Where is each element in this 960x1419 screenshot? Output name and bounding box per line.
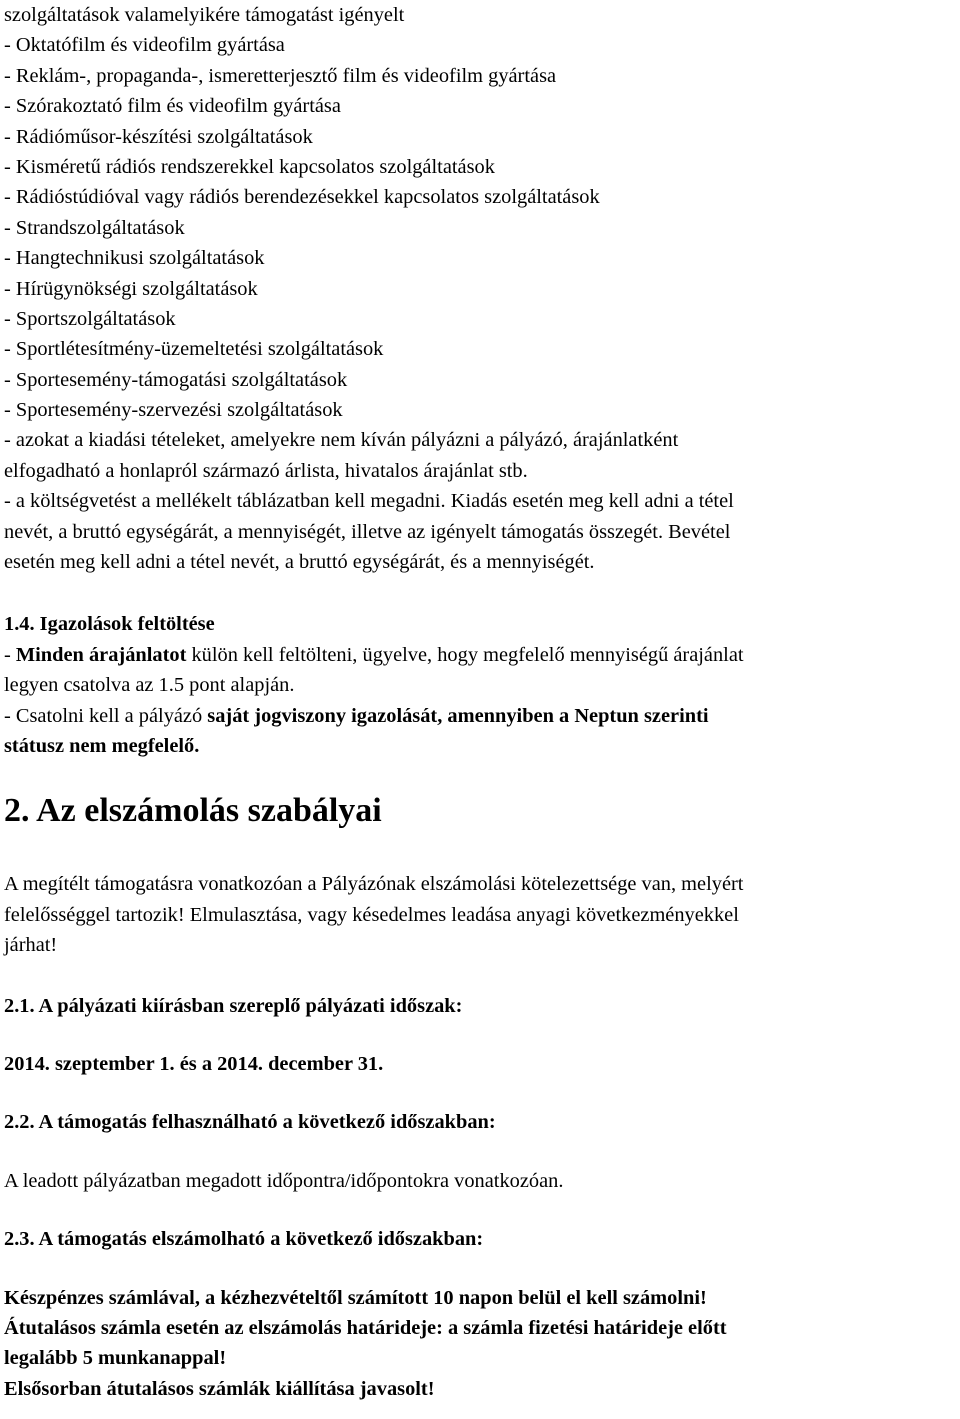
expenses-note: [4, 425, 960, 486]
budget-note: [4, 486, 960, 577]
list-item: - Reklám-, propaganda-, ismeretterjesztő film és videofilm gyártása: [4, 64, 557, 87]
bold-text: Minden árajánlatot: [15, 643, 187, 666]
list-item: - Szórakoztató film és videofilm gyártása: [4, 95, 341, 118]
paragraph-line: A megítélt támogatásra vonatkozóan a Pályázónak elszámolási kötelezettsége van, melyért: [4, 873, 744, 896]
rule-line: Átutalásos számla esetén az elszámolás határideje: a számla fizetési határideje előtt: [4, 1316, 727, 1339]
section-1-4: [4, 609, 960, 761]
text-prefix: - Csatolni kell a pályázó: [4, 704, 208, 727]
text-prefix: -: [4, 643, 16, 666]
expenses-note-line: - azokat a kiadási tételeket, amelyekre nem kíván pályázni a pályázó, árajánlatként: [4, 429, 679, 452]
paragraph-line: legyen csatolva az 1.5 pont alapján.: [4, 674, 295, 697]
chapter-title: 2. Az elszámolás szabályai: [4, 792, 382, 830]
spacer: [4, 1196, 960, 1224]
list-item: - Sportszolgáltatások: [4, 307, 176, 330]
spacer: [4, 1255, 960, 1283]
list-item: - Sportlétesítmény-üzemeltetési szolgáltatások: [4, 338, 384, 361]
list-item: - Hangtechnikusi szolgáltatások: [4, 247, 265, 270]
list-item: - Sportesemény-támogatási szolgáltatások: [4, 368, 348, 391]
budget-note-line: esetén meg kell adni a tétel nevét, a bruttó egységárát, és a mennyiségét.: [4, 551, 595, 574]
bold-text: saját jogviszony igazolását, amennyiben a Neptun szerinti: [207, 704, 709, 727]
list-item: - Oktatófilm és videofilm gyártása: [4, 34, 285, 57]
list-item: - Rádióműsor-készítési szolgáltatások: [4, 125, 313, 148]
rule-line: legalább 5 munkanappal!: [4, 1347, 227, 1370]
section-2-2: [4, 1107, 960, 1196]
section-heading: 2.1. A pályázati kiírásban szereplő pályázati időszak:: [4, 994, 463, 1017]
section-2-intro: [4, 869, 960, 960]
list-item: - Kisméretű rádiós rendszerekkel kapcsolatos szolgáltatások: [4, 155, 495, 178]
spacer: [4, 1138, 960, 1166]
list-item: - Strandszolgáltatások: [4, 216, 185, 239]
period-value: 2014. szeptember 1. és a 2014. december 31.: [4, 1052, 384, 1075]
list-item: - Hírügynökségi szolgáltatások: [4, 277, 258, 300]
list-item: - Rádióstúdióval vagy rádiós berendezésekkel kapcsolatos szolgáltatások: [4, 186, 600, 209]
list-item: - Sportesemény-szervezési szolgáltatások: [4, 399, 343, 422]
section-heading: 2.3. A támogatás elszámolható a következő időszakban:: [4, 1228, 484, 1251]
section-2-1: [4, 991, 960, 1080]
spacer: [4, 961, 960, 991]
section-heading: 2.2. A támogatás felhasználható a következő időszakban:: [4, 1111, 496, 1134]
services-list: [4, 0, 960, 425]
paragraph-line: felelősséggel tartozik! Elmulasztása, vagy késedelmes leadása anyagi következményekkel: [4, 903, 739, 926]
paragraph-line: [4, 640, 960, 670]
expenses-note-line: elfogadható a honlapról származó árlista, hivatalos árajánlat stb.: [4, 459, 528, 482]
spacer: [4, 577, 960, 609]
services-intro: szolgáltatások valamelyikére támogatást igényelt: [4, 4, 405, 26]
rule-line: Készpénzes számlával, a kézhezvételtől számított 10 napon belül el kell számolni!: [4, 1286, 707, 1309]
budget-note-line: nevét, a bruttó egységárát, a mennyiségét, illetve az igényelt támogatás összegét. Bevétel: [4, 520, 731, 543]
spacer: [4, 831, 960, 869]
budget-note-line: - a költségvetést a mellékelt táblázatban kell megadni. Kiadás esetén meg kell adni a tétel: [4, 490, 734, 513]
section-2-3: [4, 1224, 960, 1404]
paragraph-line: járhat!: [4, 934, 58, 957]
text-rest: külön kell feltölteni, ügyelve, hogy megfelelő mennyiségű árajánlat: [186, 643, 744, 666]
spacer: [4, 1079, 960, 1107]
spacer: [4, 1021, 960, 1049]
section-heading: 1.4. Igazolások feltöltése: [4, 613, 215, 636]
rule-line: Elsősorban átutalásos számlák kiállítása javasolt!: [4, 1377, 435, 1400]
period-value: A leadott pályázatban megadott időpontra/időpontokra vonatkozóan.: [4, 1169, 564, 1192]
document-page: [4, 0, 960, 1404]
paragraph-line: [4, 701, 960, 731]
paragraph-line: státusz nem megfelelő.: [4, 734, 200, 757]
